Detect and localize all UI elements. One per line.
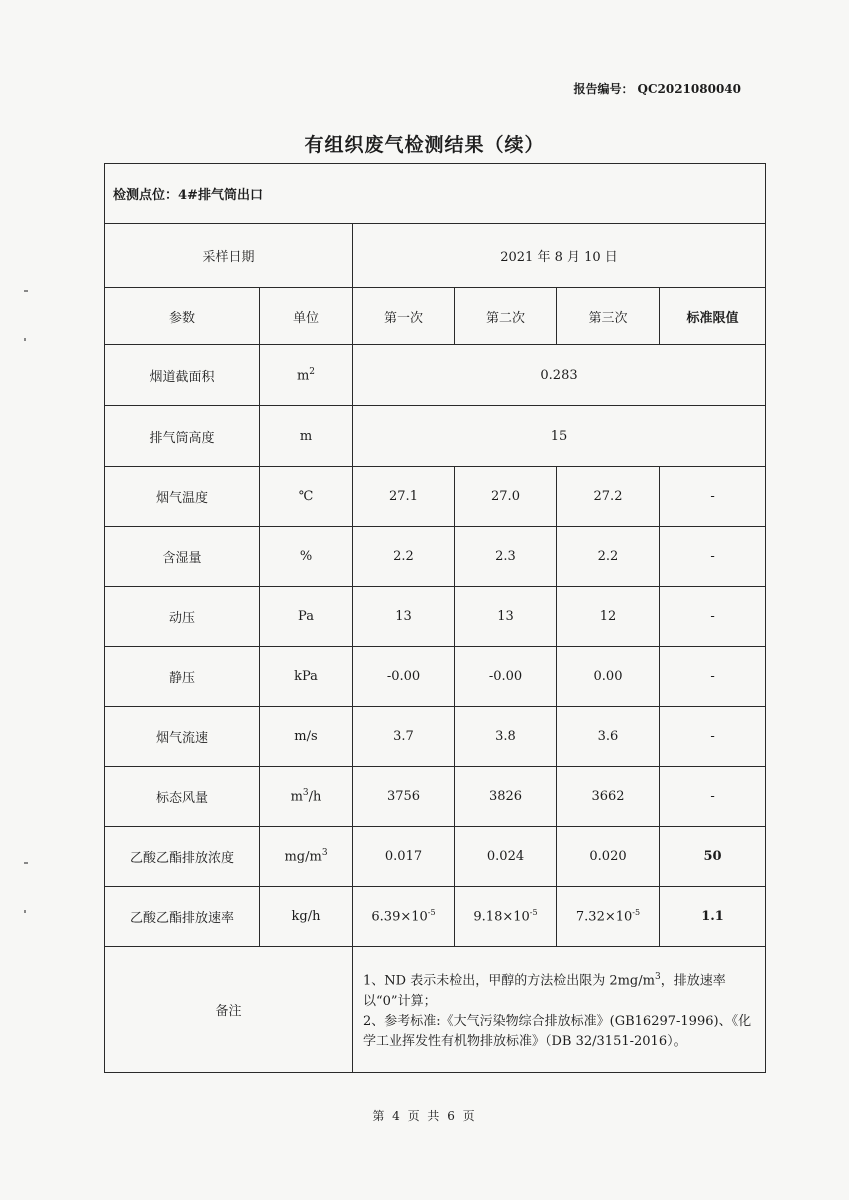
limit-cell: 50 bbox=[660, 827, 766, 887]
unit-cell: $m^3/h$ bbox=[260, 767, 353, 827]
report-number-label: 报告编号： bbox=[573, 82, 634, 96]
param-cell: 含湿量 bbox=[105, 527, 260, 587]
scan-mark bbox=[24, 338, 26, 341]
page-title: 有组织废气检测结果（续） bbox=[304, 134, 545, 156]
table-row bbox=[105, 587, 766, 647]
value-cell: 3.7 bbox=[353, 707, 455, 767]
report-number-value: QC2021080040 bbox=[637, 82, 741, 96]
param-cell: 烟气流速 bbox=[105, 707, 260, 767]
value-cell: 13 bbox=[353, 587, 455, 647]
limit-cell: - bbox=[660, 527, 766, 587]
col-first: 第一次 bbox=[353, 288, 455, 345]
table-row bbox=[105, 827, 766, 887]
limit-cell: - bbox=[660, 587, 766, 647]
sampling-row bbox=[105, 224, 766, 288]
unit-cell: $mg/m^3$ bbox=[260, 827, 353, 887]
col-unit: 单位 bbox=[260, 288, 353, 345]
scan-mark bbox=[24, 910, 26, 913]
page-footer: 第 4 页 共 6 页 bbox=[372, 1109, 477, 1123]
value-cell: $9.18\times 10^{-5}$ bbox=[455, 887, 557, 947]
sampling-date: 2021 年 8 月 10 日 bbox=[353, 224, 766, 288]
value-cell: 13 bbox=[455, 587, 557, 647]
table-row bbox=[105, 345, 766, 406]
param-cell: 排气筒高度 bbox=[105, 406, 260, 467]
param-cell: 烟道截面积 bbox=[105, 345, 260, 406]
remark-text bbox=[353, 947, 766, 1073]
unit-cell: kg/h bbox=[260, 887, 353, 947]
value-cell: 3.6 bbox=[557, 707, 660, 767]
table-row bbox=[105, 887, 766, 947]
value-cell: 3662 bbox=[557, 767, 660, 827]
remark-row bbox=[105, 947, 766, 1073]
limit-cell: 1.1 bbox=[660, 887, 766, 947]
unit-cell: % bbox=[260, 527, 353, 587]
value-cell: 12 bbox=[557, 587, 660, 647]
col-param: 参数 bbox=[105, 288, 260, 345]
location-value: 4#排气筒出口 bbox=[178, 188, 263, 203]
sampling-label: 采样日期 bbox=[105, 224, 353, 288]
value-cell: 2.2 bbox=[557, 527, 660, 587]
location-cell bbox=[105, 164, 766, 224]
limit-cell: - bbox=[660, 707, 766, 767]
param-cell: 标态风量 bbox=[105, 767, 260, 827]
unit-cell: m bbox=[260, 406, 353, 467]
scan-mark bbox=[24, 862, 28, 864]
location-row bbox=[105, 164, 766, 224]
scan-mark bbox=[24, 290, 28, 292]
unit-cell: kPa bbox=[260, 647, 353, 707]
remark-line-1: 1、ND 表示未检出，甲醇的方法检出限为 $2mg/m^3$，排放速率以“0”计算； bbox=[363, 972, 726, 1009]
value-cell: 0.020 bbox=[557, 827, 660, 887]
limit-cell: - bbox=[660, 767, 766, 827]
unit-cell: $m^2$ bbox=[260, 345, 353, 406]
result-table bbox=[104, 163, 766, 1073]
value-cell: $6.39\times 10^{-5}$ bbox=[353, 887, 455, 947]
report-number bbox=[573, 80, 741, 97]
value-cell: 0.017 bbox=[353, 827, 455, 887]
value-cell: -0.00 bbox=[455, 647, 557, 707]
limit-cell: - bbox=[660, 467, 766, 527]
param-cell: 静压 bbox=[105, 647, 260, 707]
param-cell: 烟气温度 bbox=[105, 467, 260, 527]
table-row bbox=[105, 647, 766, 707]
value-cell: 0.024 bbox=[455, 827, 557, 887]
unit-cell: m/s bbox=[260, 707, 353, 767]
value-cell: 0.283 bbox=[353, 345, 766, 406]
table-row bbox=[105, 707, 766, 767]
value-cell: 0.00 bbox=[557, 647, 660, 707]
unit-cell: Pa bbox=[260, 587, 353, 647]
table-row bbox=[105, 406, 766, 467]
param-cell: 乙酸乙酯排放浓度 bbox=[105, 827, 260, 887]
value-cell: 3756 bbox=[353, 767, 455, 827]
remark-label: 备注 bbox=[105, 947, 353, 1073]
value-cell: 27.2 bbox=[557, 467, 660, 527]
col-second: 第二次 bbox=[455, 288, 557, 345]
value-cell: $7.32\times 10^{-5}$ bbox=[557, 887, 660, 947]
remark-line-2: 2、参考标准:《大气污染物综合排放标准》(GB16297-1996)、《化学工业挥发性有机物排放标准》（DB 32/3151-2016）。 bbox=[363, 1013, 752, 1049]
value-cell: 27.1 bbox=[353, 467, 455, 527]
table-row bbox=[105, 767, 766, 827]
column-header-row bbox=[105, 288, 766, 345]
value-cell: 3826 bbox=[455, 767, 557, 827]
param-cell: 动压 bbox=[105, 587, 260, 647]
value-cell: 15 bbox=[353, 406, 766, 467]
value-cell: 27.0 bbox=[455, 467, 557, 527]
col-limit: 标准限值 bbox=[660, 288, 766, 345]
limit-cell: - bbox=[660, 647, 766, 707]
value-cell: 2.2 bbox=[353, 527, 455, 587]
col-third: 第三次 bbox=[557, 288, 660, 345]
location-label: 检测点位： bbox=[113, 188, 179, 203]
table-row bbox=[105, 527, 766, 587]
value-cell: 3.8 bbox=[455, 707, 557, 767]
value-cell: 2.3 bbox=[455, 527, 557, 587]
value-cell: -0.00 bbox=[353, 647, 455, 707]
unit-cell: ℃ bbox=[260, 467, 353, 527]
param-cell: 乙酸乙酯排放速率 bbox=[105, 887, 260, 947]
table-row bbox=[105, 467, 766, 527]
